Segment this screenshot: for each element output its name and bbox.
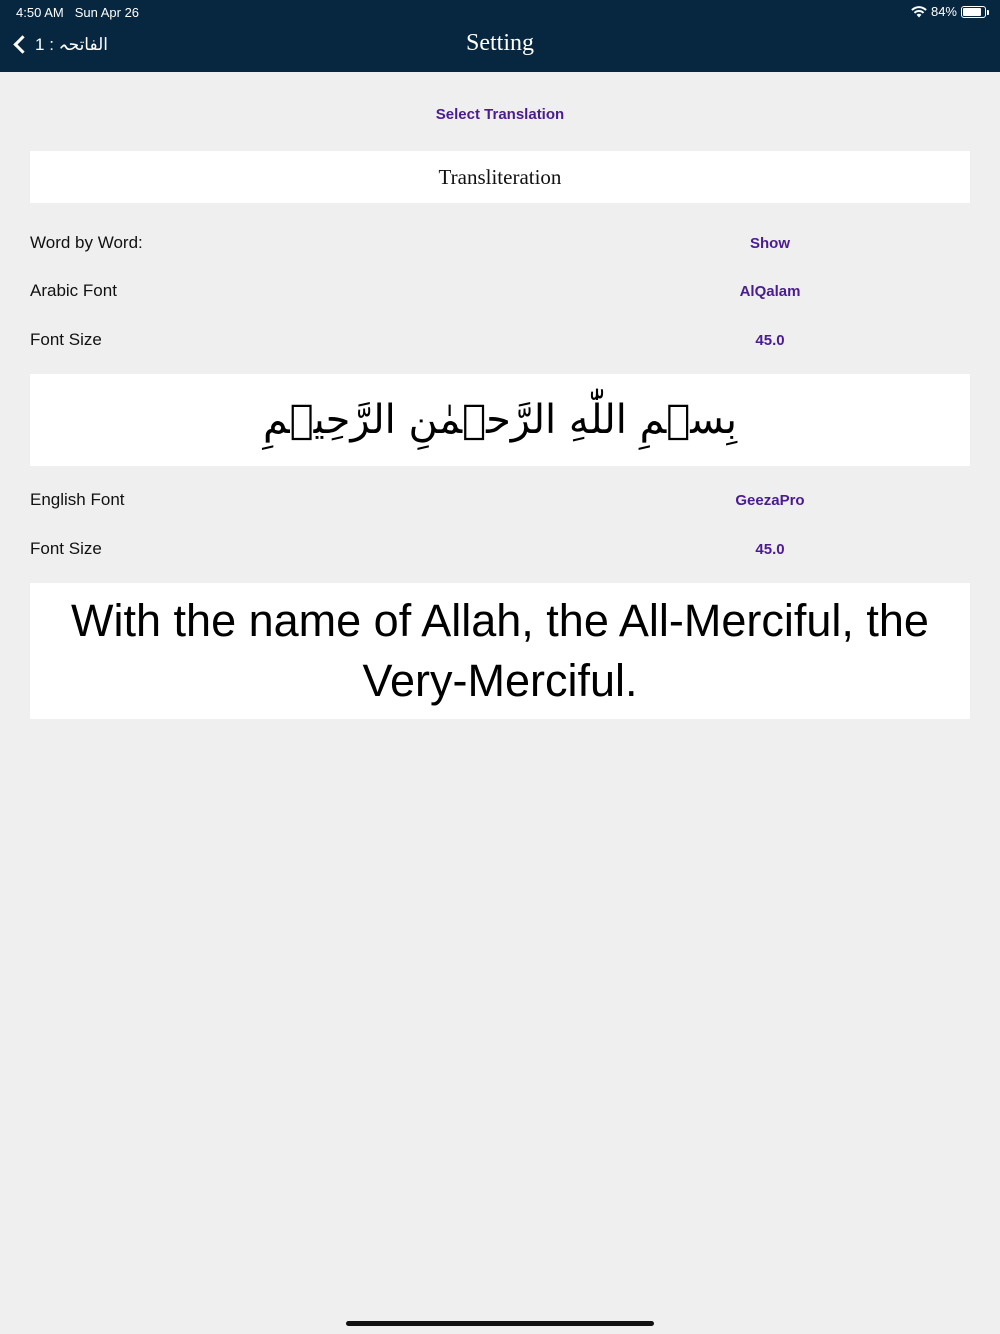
word-by-word-row — [30, 228, 970, 258]
battery-icon — [961, 6, 986, 18]
arabic-font-size-row — [30, 325, 970, 355]
word-by-word-toggle[interactable]: Show — [750, 234, 790, 252]
navigation-bar — [0, 0, 1000, 72]
english-font-size-row — [30, 534, 970, 564]
arabic-font-size-selector[interactable]: 45.0 — [755, 331, 785, 349]
selected-translation-field[interactable]: Transliteration — [30, 151, 970, 203]
arabic-font-size-label: Font Size — [30, 330, 102, 349]
english-font-size-selector[interactable]: 45.0 — [755, 540, 785, 558]
english-font-size-label: Font Size — [30, 539, 102, 558]
status-bar-right — [911, 4, 986, 19]
select-translation-button[interactable]: Select Translation — [435, 106, 565, 123]
arabic-font-selector[interactable]: AlQalam — [739, 282, 801, 300]
battery-fill — [963, 8, 981, 16]
english-preview: With the name of Allah, the All-Merciful, the Very-Merciful. — [30, 583, 970, 719]
english-font-row — [30, 485, 970, 515]
wifi-icon — [911, 6, 927, 18]
arabic-preview: بِسۡمِ اللّٰهِ الرَّحۡمٰنِ الرَّحِيۡمِ — [30, 374, 970, 466]
arabic-font-row — [30, 276, 970, 306]
page-title: Setting — [465, 30, 534, 56]
status-time: 4:50 AM — [16, 5, 64, 20]
status-date: Sun Apr 26 — [74, 5, 140, 20]
english-font-label: English Font — [30, 490, 125, 509]
status-bar-left — [16, 5, 139, 20]
arabic-font-label: Arabic Font — [30, 281, 117, 300]
word-by-word-label: Word by Word: — [30, 233, 143, 252]
back-button-label: الفاتحہ : 1 — [35, 35, 108, 54]
home-indicator[interactable] — [346, 1321, 654, 1326]
battery-percent: 84% — [930, 4, 957, 19]
english-font-selector[interactable]: GeezaPro — [735, 491, 805, 509]
